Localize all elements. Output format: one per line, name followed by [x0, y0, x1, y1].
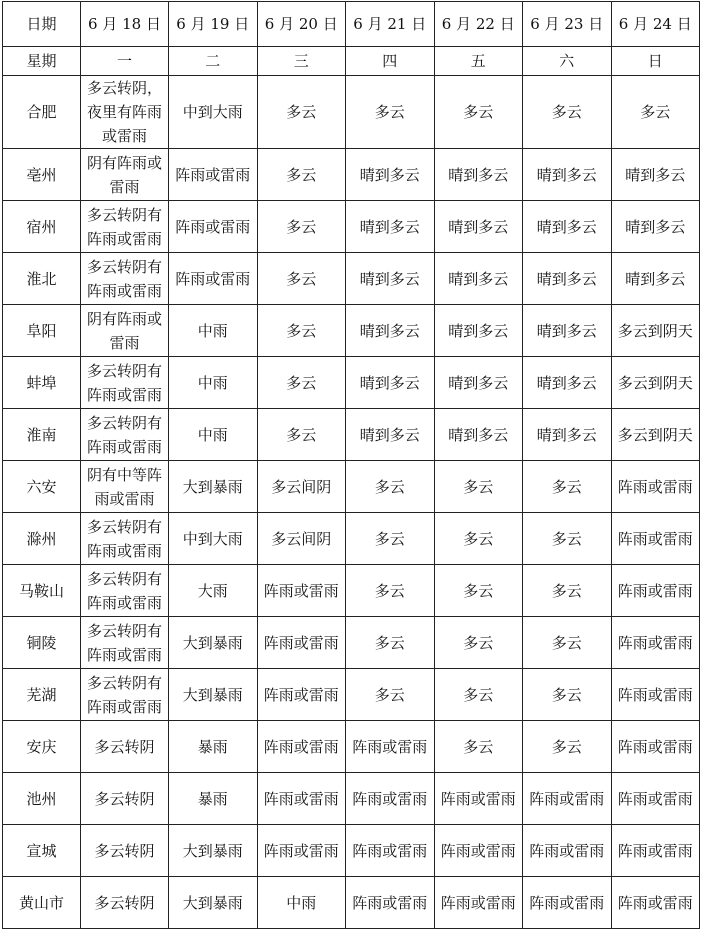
city-name: 宣城	[3, 825, 81, 877]
forecast-cell: 晴到多云	[611, 253, 700, 305]
forecast-cell: 大到暴雨	[169, 669, 258, 721]
city-name: 黄山市	[3, 877, 81, 929]
forecast-cell: 多云转阴	[81, 825, 169, 877]
weekday-header: 六	[523, 47, 612, 76]
forecast-cell: 多云转阴，夜里有阵雨或雷雨	[81, 76, 169, 149]
forecast-cell: 多云到阴天	[611, 305, 700, 357]
weather-forecast-table	[2, 1, 700, 929]
forecast-cell: 阵雨或雷雨	[434, 877, 523, 929]
forecast-cell: 多云转阴有阵雨或雷雨	[81, 201, 169, 253]
forecast-cell: 中雨	[169, 305, 258, 357]
forecast-cell: 晴到多云	[434, 409, 523, 461]
forecast-cell: 晴到多云	[434, 149, 523, 201]
city-name: 蚌埠	[3, 357, 81, 409]
forecast-cell: 多云	[523, 461, 612, 513]
city-name: 芜湖	[3, 669, 81, 721]
forecast-cell: 晴到多云	[523, 357, 612, 409]
forecast-cell: 多云	[523, 513, 612, 565]
table-row	[3, 825, 700, 877]
forecast-cell: 晴到多云	[523, 409, 612, 461]
forecast-cell: 多云间阴	[257, 513, 346, 565]
forecast-cell: 晴到多云	[346, 305, 435, 357]
forecast-cell: 多云	[434, 513, 523, 565]
forecast-cell: 多云	[257, 357, 346, 409]
forecast-cell: 多云	[346, 669, 435, 721]
forecast-cell: 多云	[434, 721, 523, 773]
weekday-header: 一	[81, 47, 169, 76]
city-name: 池州	[3, 773, 81, 825]
forecast-cell: 多云转阴有阵雨或雷雨	[81, 669, 169, 721]
forecast-cell: 中到大雨	[169, 513, 258, 565]
forecast-cell: 阵雨或雷雨	[434, 773, 523, 825]
forecast-cell: 大到暴雨	[169, 877, 258, 929]
forecast-cell: 阵雨或雷雨	[346, 773, 435, 825]
forecast-cell: 多云	[611, 76, 700, 149]
forecast-cell: 多云	[346, 513, 435, 565]
forecast-cell: 阴有中等阵雨或雷雨	[81, 461, 169, 513]
table-row	[3, 513, 700, 565]
weekday-header: 四	[346, 47, 435, 76]
forecast-cell: 多云	[257, 305, 346, 357]
forecast-cell: 阵雨或雷雨	[434, 825, 523, 877]
weekday-header: 日	[611, 47, 700, 76]
date-header: 6 月 22 日	[434, 2, 523, 47]
forecast-cell: 晴到多云	[523, 305, 612, 357]
date-header: 6 月 23 日	[523, 2, 612, 47]
forecast-cell: 多云转阴有阵雨或雷雨	[81, 409, 169, 461]
forecast-cell: 多云转阴有阵雨或雷雨	[81, 513, 169, 565]
forecast-cell: 中雨	[169, 409, 258, 461]
city-name: 宿州	[3, 201, 81, 253]
forecast-cell: 多云	[523, 565, 612, 617]
forecast-cell: 晴到多云	[346, 253, 435, 305]
forecast-cell: 阵雨或雷雨	[257, 825, 346, 877]
forecast-cell: 晴到多云	[434, 201, 523, 253]
table-row	[3, 76, 700, 149]
city-name: 铜陵	[3, 617, 81, 669]
forecast-cell: 多云转阴有阵雨或雷雨	[81, 617, 169, 669]
forecast-cell: 多云	[523, 76, 612, 149]
date-header: 6 月 24 日	[611, 2, 700, 47]
forecast-cell: 晴到多云	[523, 149, 612, 201]
forecast-cell: 暴雨	[169, 721, 258, 773]
table-row	[3, 201, 700, 253]
table-row	[3, 305, 700, 357]
forecast-cell: 多云到阴天	[611, 409, 700, 461]
weekday-label: 星期	[3, 47, 81, 76]
city-name: 安庆	[3, 721, 81, 773]
forecast-cell: 阵雨或雷雨	[169, 253, 258, 305]
date-header: 6 月 21 日	[346, 2, 435, 47]
date-header: 6 月 20 日	[257, 2, 346, 47]
forecast-cell: 大到暴雨	[169, 461, 258, 513]
city-name: 滁州	[3, 513, 81, 565]
table-row	[3, 773, 700, 825]
forecast-cell: 暴雨	[169, 773, 258, 825]
table-row	[3, 565, 700, 617]
forecast-cell: 晴到多云	[346, 201, 435, 253]
forecast-cell: 阵雨或雷雨	[523, 877, 612, 929]
forecast-cell: 大到暴雨	[169, 617, 258, 669]
forecast-cell: 多云间阴	[257, 461, 346, 513]
weekday-header-row	[3, 47, 700, 76]
forecast-cell: 晴到多云	[611, 149, 700, 201]
city-name: 马鞍山	[3, 565, 81, 617]
forecast-cell: 阵雨或雷雨	[611, 721, 700, 773]
city-name: 六安	[3, 461, 81, 513]
forecast-cell: 多云转阴	[81, 721, 169, 773]
forecast-cell: 阵雨或雷雨	[611, 565, 700, 617]
forecast-cell: 多云	[346, 461, 435, 513]
forecast-cell: 阵雨或雷雨	[611, 617, 700, 669]
forecast-cell: 晴到多云	[611, 201, 700, 253]
forecast-cell: 多云	[434, 565, 523, 617]
forecast-cell: 晴到多云	[346, 409, 435, 461]
city-name: 淮北	[3, 253, 81, 305]
forecast-cell: 晴到多云	[434, 253, 523, 305]
forecast-cell: 阴有阵雨或雷雨	[81, 305, 169, 357]
forecast-cell: 阵雨或雷雨	[257, 773, 346, 825]
forecast-cell: 晴到多云	[346, 149, 435, 201]
forecast-cell: 阵雨或雷雨	[611, 461, 700, 513]
forecast-cell: 晴到多云	[523, 201, 612, 253]
forecast-cell: 多云	[257, 149, 346, 201]
weekday-header: 三	[257, 47, 346, 76]
forecast-cell: 晴到多云	[434, 357, 523, 409]
forecast-cell: 阵雨或雷雨	[257, 669, 346, 721]
date-header: 6 月 19 日	[169, 2, 258, 47]
forecast-cell: 大雨	[169, 565, 258, 617]
forecast-cell: 阵雨或雷雨	[169, 149, 258, 201]
table-row	[3, 409, 700, 461]
forecast-cell: 多云	[434, 669, 523, 721]
forecast-cell: 阵雨或雷雨	[523, 773, 612, 825]
forecast-cell: 多云转阴有阵雨或雷雨	[81, 357, 169, 409]
forecast-cell: 多云	[523, 669, 612, 721]
forecast-cell: 多云转阴有阵雨或雷雨	[81, 565, 169, 617]
forecast-cell: 多云	[434, 461, 523, 513]
forecast-cell: 大到暴雨	[169, 825, 258, 877]
forecast-cell: 阵雨或雷雨	[611, 825, 700, 877]
weekday-header: 五	[434, 47, 523, 76]
forecast-cell: 阵雨或雷雨	[346, 721, 435, 773]
forecast-cell: 多云	[523, 721, 612, 773]
forecast-cell: 晴到多云	[434, 305, 523, 357]
forecast-cell: 多云	[346, 617, 435, 669]
forecast-cell: 多云	[257, 253, 346, 305]
forecast-cell: 多云	[346, 76, 435, 149]
forecast-cell: 多云转阴	[81, 877, 169, 929]
table-row	[3, 721, 700, 773]
forecast-cell: 阴有阵雨或雷雨	[81, 149, 169, 201]
forecast-cell: 多云	[346, 565, 435, 617]
forecast-cell: 多云	[257, 409, 346, 461]
forecast-cell: 阵雨或雷雨	[346, 877, 435, 929]
table-row	[3, 253, 700, 305]
forecast-cell: 阵雨或雷雨	[611, 513, 700, 565]
table-row	[3, 669, 700, 721]
forecast-cell: 阵雨或雷雨	[257, 565, 346, 617]
forecast-cell: 阵雨或雷雨	[611, 669, 700, 721]
forecast-cell: 阵雨或雷雨	[169, 201, 258, 253]
forecast-cell: 多云	[434, 76, 523, 149]
city-name: 阜阳	[3, 305, 81, 357]
table-row	[3, 357, 700, 409]
forecast-cell: 多云转阴有阵雨或雷雨	[81, 253, 169, 305]
forecast-cell: 多云	[523, 617, 612, 669]
forecast-cell: 多云到阴天	[611, 357, 700, 409]
city-name: 淮南	[3, 409, 81, 461]
forecast-cell: 晴到多云	[346, 357, 435, 409]
forecast-cell: 阵雨或雷雨	[611, 877, 700, 929]
date-header-row	[3, 2, 700, 47]
city-name: 合肥	[3, 76, 81, 149]
table-row	[3, 461, 700, 513]
forecast-cell: 阵雨或雷雨	[257, 617, 346, 669]
city-name: 亳州	[3, 149, 81, 201]
forecast-cell: 阵雨或雷雨	[611, 773, 700, 825]
forecast-cell: 多云	[434, 617, 523, 669]
forecast-cell: 晴到多云	[523, 253, 612, 305]
table-row	[3, 149, 700, 201]
forecast-cell: 阵雨或雷雨	[523, 825, 612, 877]
forecast-cell: 阵雨或雷雨	[346, 825, 435, 877]
forecast-cell: 阵雨或雷雨	[257, 721, 346, 773]
forecast-cell: 中到大雨	[169, 76, 258, 149]
table-row	[3, 617, 700, 669]
date-header: 6 月 18 日	[81, 2, 169, 47]
forecast-cell: 多云	[257, 76, 346, 149]
forecast-cell: 中雨	[257, 877, 346, 929]
forecast-cell: 多云转阴	[81, 773, 169, 825]
forecast-cell: 中雨	[169, 357, 258, 409]
forecast-cell: 多云	[257, 201, 346, 253]
date-label: 日期	[3, 2, 81, 47]
weekday-header: 二	[169, 47, 258, 76]
